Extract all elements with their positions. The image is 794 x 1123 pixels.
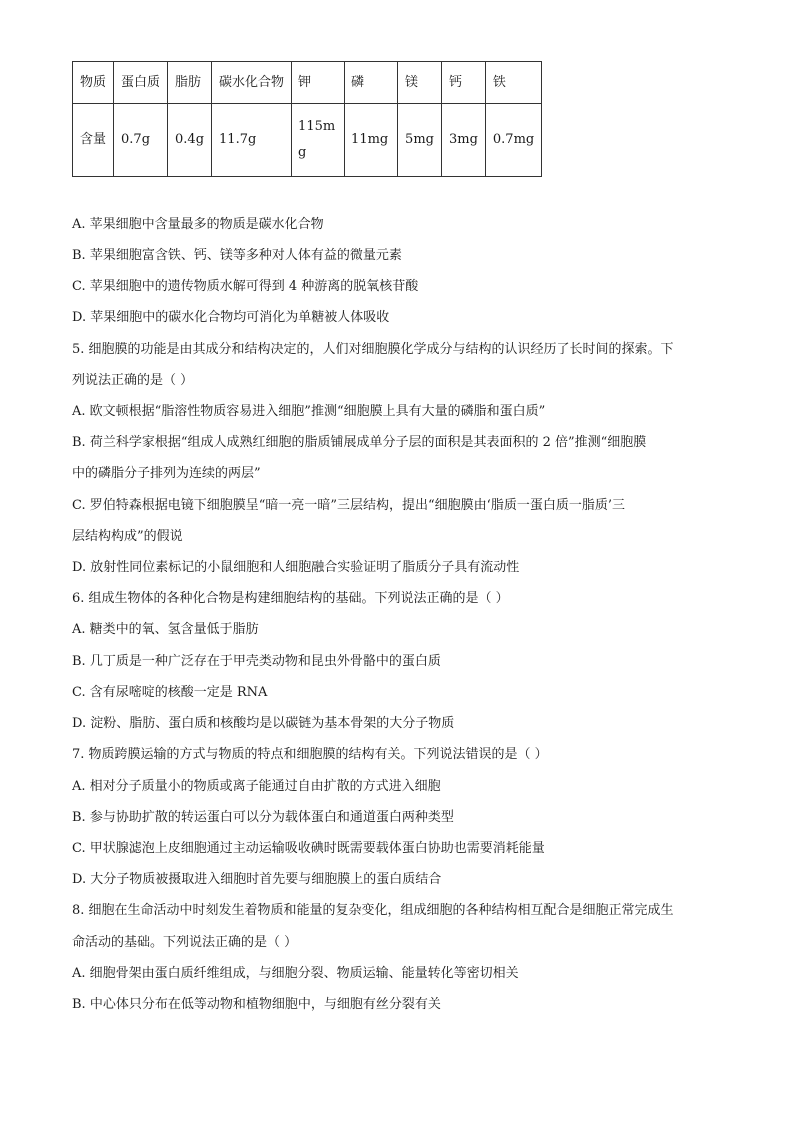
- text-line: 层结构构成”的假说: [72, 529, 183, 544]
- text-line: 列说法正确的是（ ）: [72, 373, 194, 388]
- text-line: B. 几丁质是一种广泛存在于甲壳类动物和昆虫外骨骼中的蛋白质: [72, 654, 441, 669]
- text-line: A. 糖类中的氧、氢含量低于脂肪: [72, 622, 259, 637]
- text-line: 6. 组成生物体的各种化合物是构建细胞结构的基础。下列说法正确的是（ ）: [72, 591, 509, 606]
- table-cell: 脂肪: [168, 62, 212, 104]
- text-line: C. 甲状腺滤泡上皮细胞通过主动运输吸收碘时既需要载体蛋白协助也需要消耗能量: [72, 841, 545, 856]
- text-line: B. 参与协助扩散的转运蛋白可以分为载体蛋白和通道蛋白两种类型: [72, 810, 454, 825]
- table-cell: 11.7g: [212, 104, 292, 177]
- text-line: C. 罗伯特森根据电镜下细胞膜呈“暗一亮一暗”三层结构，提出“细胞膜由‘脂质一蛋白质一脂质’三: [72, 498, 625, 513]
- text-line: 7. 物质跨膜运输的方式与物质的特点和细胞膜的结构有关。下列说法错误的是（ ）: [72, 747, 548, 762]
- table-cell: 11mg: [345, 104, 398, 177]
- text-line: 5. 细胞膜的功能是由其成分和结构决定的，人们对细胞膜化学成分与结构的认识经历了长时间的探索。下: [72, 342, 674, 357]
- table-cell: 蛋白质: [114, 62, 168, 104]
- text-line: D. 大分子物质被摄取进入细胞时首先要与细胞膜上的蛋白质结合: [72, 872, 442, 887]
- table-cell: 0.4g: [168, 104, 212, 177]
- table-cell: 0.7g: [114, 104, 168, 177]
- text-line: A. 相对分子质量小的物质或离子能通过自由扩散的方式进入细胞: [72, 779, 441, 794]
- table-cell: 铁: [485, 62, 541, 104]
- table-cell: 含量: [73, 104, 114, 177]
- table-cell: 0.7mg: [485, 104, 541, 177]
- text-line: 8. 细胞在生命活动中时刻发生着物质和能量的复杂变化，组成细胞的各种结构相互配合是细胞正常完成生: [72, 903, 674, 918]
- table-cell: 碳水化合物: [212, 62, 292, 104]
- text-line: 中的磷脂分子排列为连续的两层”: [72, 466, 261, 481]
- table-header-row: [73, 62, 542, 104]
- table-cell: 115mg: [292, 104, 345, 177]
- table-cell: 磷: [345, 62, 398, 104]
- text-line: 命活动的基础。下列说法正确的是（ ）: [72, 935, 298, 950]
- table-row: [73, 104, 542, 177]
- text-line: D. 放射性同位素标记的小鼠细胞和人细胞融合实验证明了脂质分子具有流动性: [72, 560, 520, 575]
- text-line: B. 荷兰科学家根据“组成人成熟红细胞的脂质铺展成单分子层的面积是其表面积的 2 倍”推测“细胞膜: [72, 435, 647, 450]
- text-line: D. 苹果细胞中的碳水化合物均可消化为单糖被人体吸收: [72, 310, 390, 325]
- table-cell: 5mg: [398, 104, 442, 177]
- text-line: A. 苹果细胞中含量最多的物质是碳水化合物: [72, 217, 324, 232]
- table-cell: 3mg: [441, 104, 485, 177]
- table-cell: 镁: [398, 62, 442, 104]
- text-line: C. 苹果细胞中的遗传物质水解可得到 4 种游离的脱氧核苷酸: [72, 279, 419, 294]
- text-line: B. 苹果细胞富含铁、钙、镁等多种对人体有益的微量元素: [72, 248, 402, 263]
- text-line: A. 细胞骨架由蛋白质纤维组成，与细胞分裂、物质运输、能量转化等密切相关: [72, 966, 519, 981]
- table-cell: 钙: [441, 62, 485, 104]
- text-line: B. 中心体只分布在低等动物和植物细胞中，与细胞有丝分裂有关: [72, 997, 441, 1012]
- text-line: A. 欧文顿根据“脂溶性物质容易进入细胞”推测“细胞膜上具有大量的磷脂和蛋白质”: [72, 404, 546, 419]
- table-cell: 物质: [73, 62, 114, 104]
- text-line: D. 淀粉、脂肪、蛋白质和核酸均是以碳链为基本骨架的大分子物质: [72, 716, 455, 731]
- text-line: C. 含有尿嘧啶的核酸一定是 RNA: [72, 685, 268, 700]
- table-cell: 钾: [292, 62, 345, 104]
- nutrient-table: [72, 61, 542, 177]
